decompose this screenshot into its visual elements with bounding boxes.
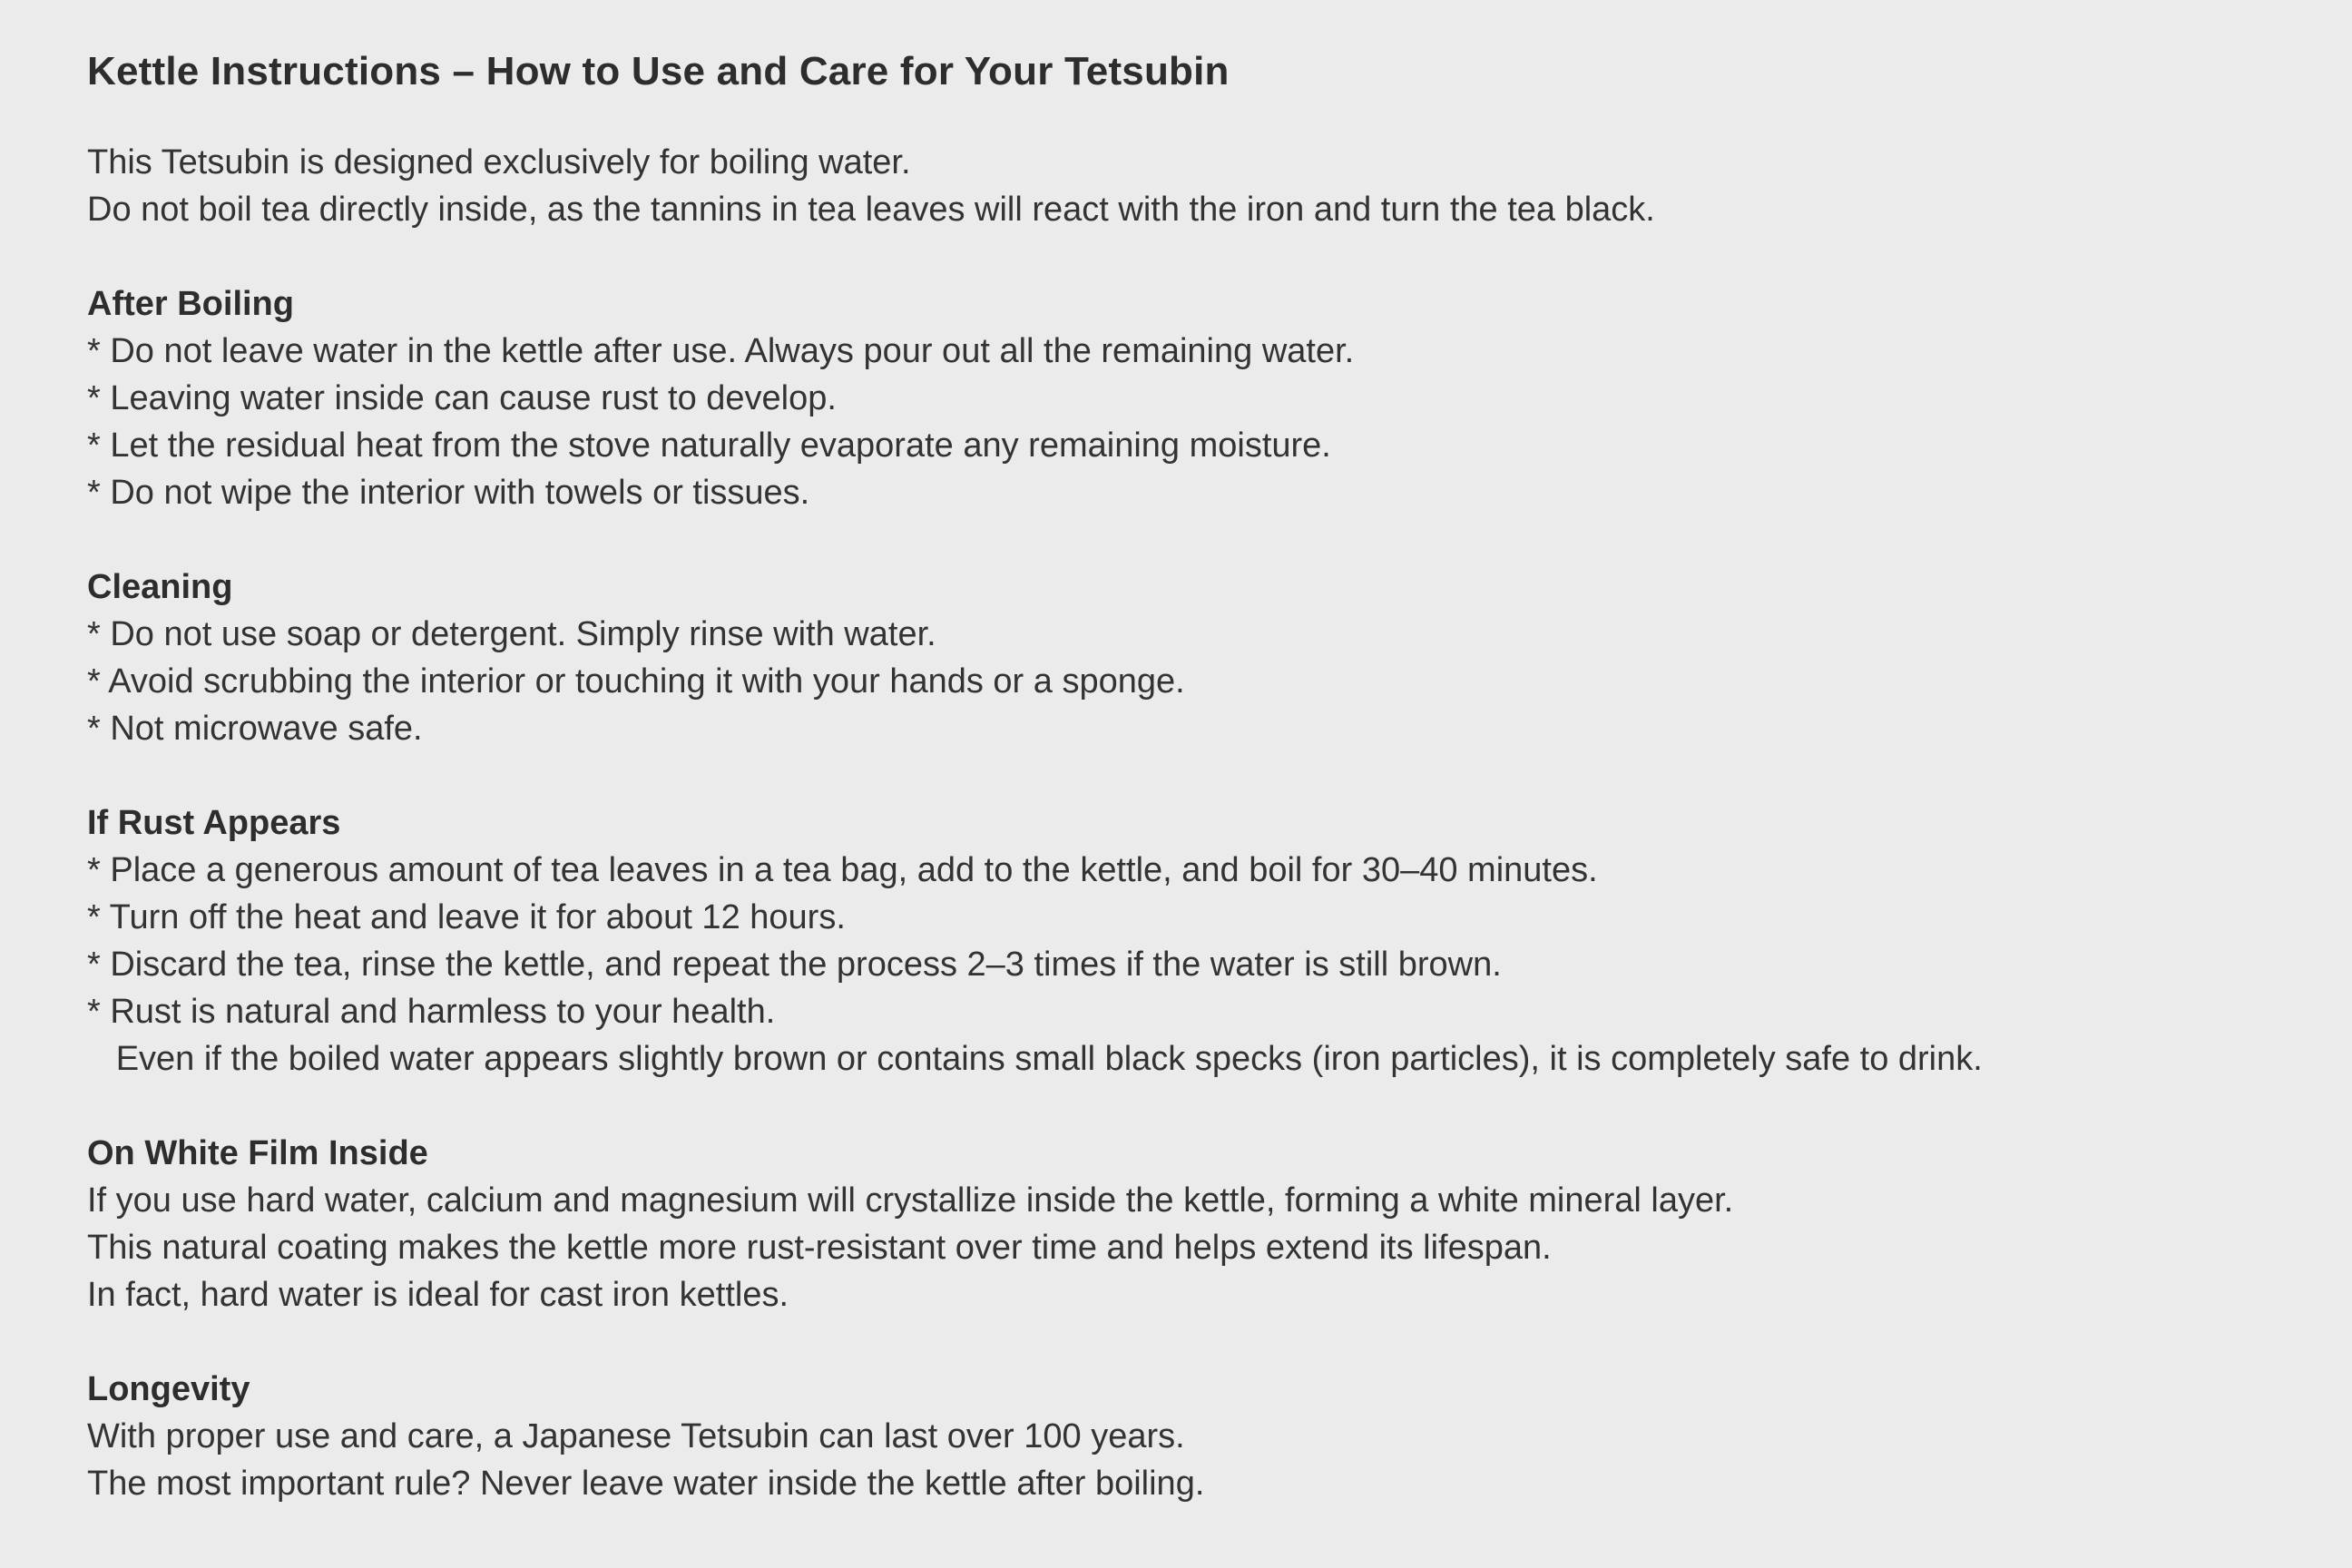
section-line: * Avoid scrubbing the interior or touching it with your hands or a sponge. <box>87 662 1185 701</box>
section-line: The most important rule? Never leave water inside the kettle after boiling. <box>87 1465 1205 1504</box>
section-line: * Leaving water inside can cause rust to develop. <box>87 379 837 418</box>
section-line: * Turn off the heat and leave it for about 12 hours. <box>87 898 846 937</box>
section-line-continuation: Even if the boiled water appears slightly brown or contains small black specks (iron particles), it is completely safe to drink. <box>87 1040 1983 1079</box>
section-line: * Do not leave water in the kettle after use. Always pour out all the remaining water. <box>87 332 1355 371</box>
intro-paragraph <box>87 139 2265 233</box>
section-on-white-film-inside <box>87 1130 2265 1318</box>
section-line: * Do not use soap or detergent. Simply rinse with water. <box>87 615 936 654</box>
section-heading: After Boiling <box>87 285 294 324</box>
section-line: * Discard the tea, rinse the kettle, and repeat the process 2–3 times if the water is still brown. <box>87 946 1502 985</box>
section-cleaning <box>87 564 2265 752</box>
section-line: * Not microwave safe. <box>87 710 423 749</box>
section-heading: Cleaning <box>87 568 233 607</box>
section-line: * Do not wipe the interior with towels or tissues. <box>87 474 810 513</box>
section-line: * Let the residual heat from the stove naturally evaporate any remaining moisture. <box>87 426 1331 466</box>
section-after-boiling <box>87 280 2265 516</box>
section-line: * Place a generous amount of tea leaves in a tea bag, add to the kettle, and boil for 30–40 minutes. <box>87 851 1598 890</box>
section-heading: If Rust Appears <box>87 804 341 843</box>
section-line: * Rust is natural and harmless to your health. <box>87 993 776 1032</box>
section-line: In fact, hard water is ideal for cast iron kettles. <box>87 1276 789 1315</box>
intro-line: Do not boil tea directly inside, as the tannins in tea leaves will react with the iron and turn the tea black. <box>87 191 1655 230</box>
section-if-rust-appears <box>87 799 2265 1083</box>
section-longevity <box>87 1366 2265 1507</box>
section-line: If you use hard water, calcium and magnesium will crystallize inside the kettle, forming a white mineral layer. <box>87 1181 1734 1220</box>
section-heading: On White Film Inside <box>87 1134 428 1173</box>
page-title: Kettle Instructions – How to Use and Care for Your Tetsubin <box>87 49 1230 93</box>
section-line: This natural coating makes the kettle more rust-resistant over time and helps extend its lifespan. <box>87 1229 1552 1268</box>
intro-line: This Tetsubin is designed exclusively for boiling water. <box>87 143 911 182</box>
section-heading: Longevity <box>87 1370 250 1409</box>
section-line: With proper use and care, a Japanese Tetsubin can last over 100 years. <box>87 1417 1185 1456</box>
